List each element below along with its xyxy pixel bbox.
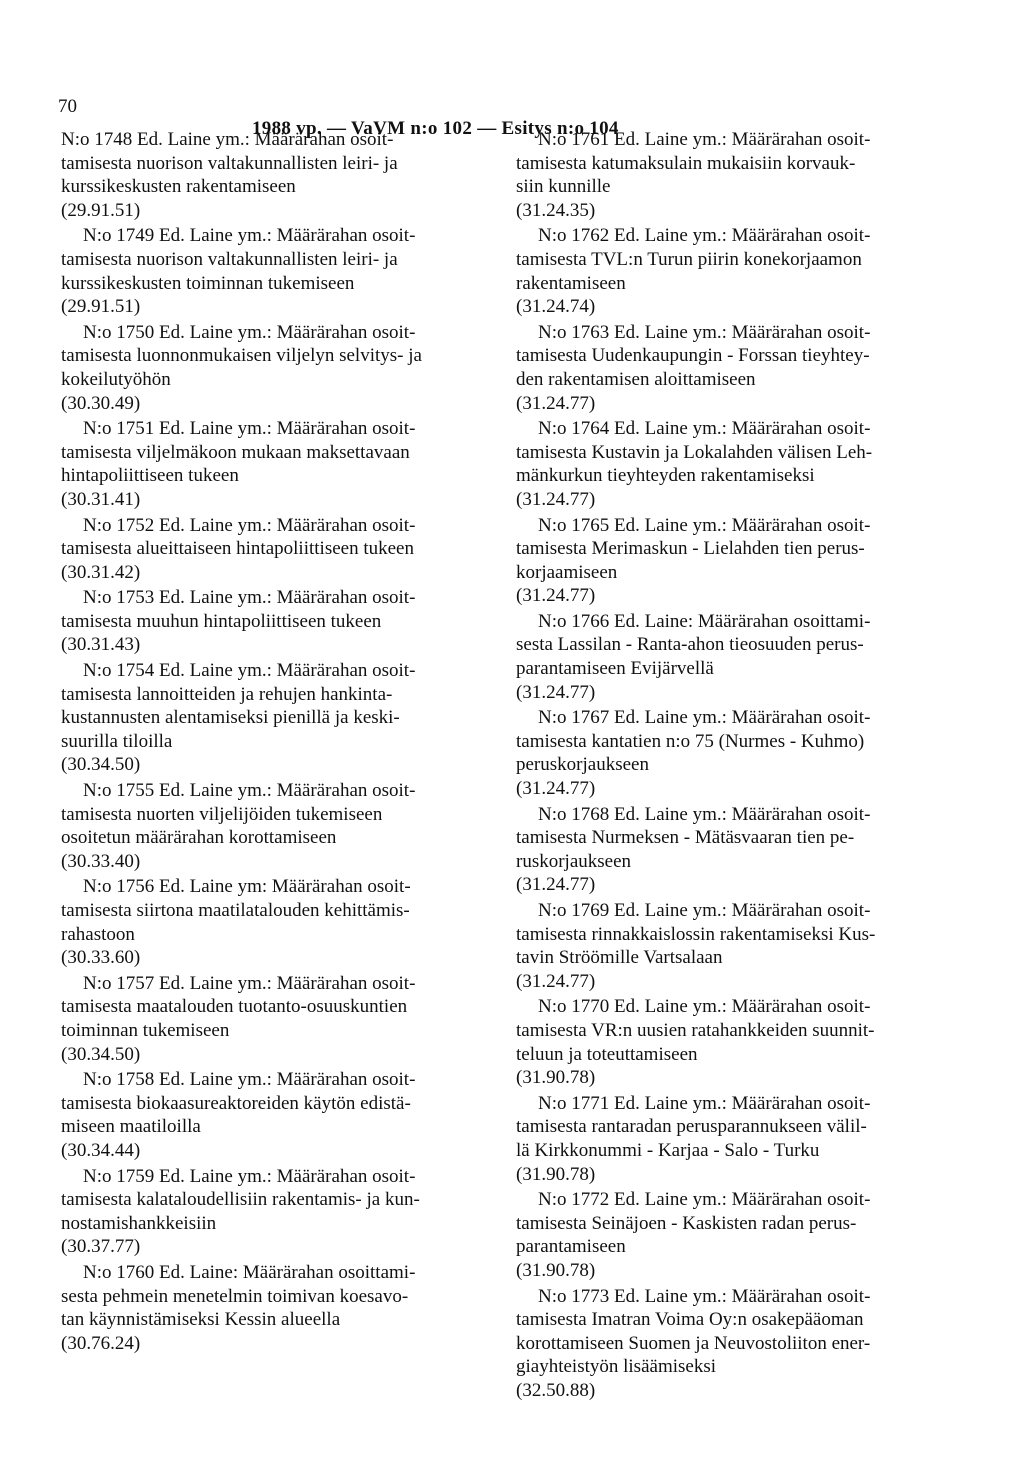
motion-heading-line: N:o 1755 Ed. Laine ym.: Määrärahan osoit- [83,780,416,802]
motion-heading-line: N:o 1767 Ed. Laine ym.: Määrärahan osoit- [538,707,871,729]
budget-item-code: (30.31.42) [61,561,141,583]
motion-text-line: parantamiseen Evijärvellä [516,658,714,680]
motion-text-line: tamisesta maatalouden tuotanto-osuuskuntien [61,996,408,1018]
motion-entry [516,706,956,800]
motion-heading-line: N:o 1759 Ed. Laine ym.: Määrärahan osoit- [83,1165,416,1187]
motion-heading-line: N:o 1754 Ed. Laine ym.: Määrärahan osoit- [83,660,416,682]
motion-text-line: den rakentamisen aloittamiseen [516,368,756,390]
motion-text-line: tamisesta siirtona maatilatalouden kehittämis- [61,900,410,921]
right-column [516,128,956,1404]
motion-text-line: tamisesta kalataloudellisiin rakentamis- ja kun- [61,1189,420,1211]
running-title: 1988 vp. — VaVM n:o 102 — Esitys n:o 104 [252,118,619,139]
motion-text-line: tamisesta alueittaiseen hintapoliittiseen tukeen [61,538,414,560]
motion-entry [516,128,956,222]
motion-text-line: tamisesta biokaasureaktoreiden käytön edistä- [61,1092,411,1114]
motion-text-line: rahastoon [61,923,135,945]
motion-text-line: tamisesta Seinäjoen - Kaskisten radan perus- [516,1212,857,1234]
motion-entry [61,1165,493,1259]
motion-text-line: tamisesta nuorten viljelijöiden tukemiseen [61,803,383,825]
motion-text-line: tamisesta Nurmeksen - Mätäsvaaran tien pe- [516,827,855,849]
motion-entry [61,1068,493,1162]
motion-text-line: siin kunnille [516,176,611,198]
budget-item-code: (30.33.40) [61,850,141,872]
motion-entry [61,586,493,657]
motion-entry [61,875,493,969]
motion-text-line: tamisesta kantatien n:o 75 (Nurmes - Kuhmo) [516,730,865,752]
motion-text-line: tamisesta nuorison valtakunnallisten leiri- ja [61,152,398,174]
motion-text-line: toiminnan tukemiseen [61,1019,230,1041]
motion-text-line: tamisesta lannoitteiden ja rehujen hankinta- [61,683,393,705]
motion-text-line: tamisesta rantaradan perusparannukseen välil- [516,1116,867,1138]
motion-text-line: tan käynnistämiseksi Kessin alueella [61,1309,341,1331]
motion-entry [61,224,493,318]
budget-item-code: (30.34.50) [61,754,141,776]
motion-text-line: kurssikeskusten rakentamiseen [61,176,296,198]
budget-item-code: (30.31.43) [61,634,141,656]
motion-entry [516,417,956,511]
motion-text-line: kurssikeskusten toiminnan tukemiseen [61,272,355,294]
motion-text-line: tavin Ströömille Vartsalaan [516,947,723,969]
motion-heading-line: N:o 1772 Ed. Laine ym.: Määrärahan osoit- [538,1189,871,1211]
motion-heading-line: N:o 1766 Ed. Laine: Määrärahan osoittami- [538,610,871,632]
motion-text-line: lä Kirkkonummi - Karjaa - Salo - Turku [516,1139,820,1161]
motion-heading-line: N:o 1751 Ed. Laine ym.: Määrärahan osoit- [83,418,416,440]
motion-entry [516,1188,956,1282]
budget-item-code: (31.24.74) [516,296,596,318]
budget-item-code: (31.24.77) [516,488,596,510]
motion-heading-line: N:o 1757 Ed. Laine ym.: Määrärahan osoit- [83,972,416,994]
motion-heading-line: N:o 1762 Ed. Laine ym.: Määrärahan osoit- [538,225,871,247]
budget-item-code: (30.34.50) [61,1043,141,1065]
motion-entry [516,1285,956,1403]
motion-text-line: tamisesta TVL:n Turun piirin konekorjaamon [516,248,862,270]
budget-item-code: (31.90.78) [516,1259,596,1281]
motion-text-line: tamisesta katumaksulain mukaisiin korvauk- [516,152,856,174]
budget-item-code: (31.24.77) [516,970,596,992]
motion-text-line: mänkurkun tieyhteyden rakentamiseksi [516,465,815,487]
motion-entry [61,1261,493,1355]
budget-item-code: (31.90.78) [516,1163,596,1185]
motion-text-line: ruskorjaukseen [516,850,632,872]
budget-item-code: (29.91.51) [61,199,141,221]
motion-text-line: rakentamiseen [516,272,626,294]
motion-heading-line: N:o 1771 Ed. Laine ym.: Määrärahan osoit- [538,1092,871,1114]
motion-text-line: osoitetun määrärahan korottamiseen [61,827,337,849]
motion-text-line: sesta pehmein menetelmin toimivan koesavo- [61,1285,409,1307]
motion-text-line: tamisesta viljelmäkoon mukaan maksettavaan [61,441,410,463]
motion-entry [61,321,493,415]
motion-heading-line: N:o 1750 Ed. Laine ym.: Määrärahan osoit- [83,321,416,343]
motion-entry [61,972,493,1066]
motion-text-line: tamisesta Imatran Voima Oy:n osakepääoman [516,1309,864,1331]
motion-text-line: nostamishankkeisiin [61,1212,217,1234]
budget-item-code: (30.31.41) [61,488,141,510]
budget-item-code: (32.50.88) [516,1379,596,1401]
motion-text-line: tamisesta luonnonmukaisen viljelyn selvitys- ja [61,345,422,367]
motion-heading-line: N:o 1773 Ed. Laine ym.: Määrärahan osoit- [538,1285,871,1307]
budget-item-code: (31.24.77) [516,874,596,896]
motion-text-line: kokeilutyöhön [61,368,171,390]
motion-heading-line: N:o 1749 Ed. Laine ym.: Määrärahan osoit- [83,225,416,247]
budget-item-code: (30.34.44) [61,1139,141,1161]
motion-text-line: parantamiseen [516,1236,626,1258]
motion-text-line: tamisesta muuhun hintapoliittiseen tukeen [61,610,382,632]
motion-heading-line: N:o 1753 Ed. Laine ym.: Määrärahan osoit- [83,587,416,609]
motion-text-line: tamisesta Merimaskun - Lielahden tien perus- [516,538,865,560]
motion-heading-line: N:o 1769 Ed. Laine ym.: Määrärahan osoit- [538,900,871,921]
budget-item-code: (29.91.51) [61,296,141,318]
left-column [61,128,493,1357]
motion-heading-line: N:o 1761 Ed. Laine ym.: Määrärahan osoit- [538,129,871,150]
motion-heading-line: N:o 1770 Ed. Laine ym.: Määrärahan osoit- [538,996,871,1018]
motion-entry [516,995,956,1089]
motion-entry [516,899,956,993]
motion-entry [516,321,956,415]
motion-entry [61,417,493,511]
motion-entry [516,610,956,704]
motion-entry [516,224,956,318]
budget-item-code: (31.24.77) [516,681,596,703]
motion-heading-line: N:o 1760 Ed. Laine: Määrärahan osoittami- [83,1261,416,1283]
motion-heading-line: N:o 1763 Ed. Laine ym.: Määrärahan osoit- [538,321,871,343]
motion-text-line: giayhteistyön lisäämiseksi [516,1356,717,1378]
motion-text-line: korottamiseen Suomen ja Neuvostoliiton ener- [516,1332,871,1354]
motion-heading-line: N:o 1752 Ed. Laine ym.: Määrärahan osoit- [83,514,416,536]
motion-text-line: tamisesta VR:n uusien ratahankkeiden suunnit- [516,1019,875,1041]
motion-entry [61,514,493,585]
budget-item-code: (31.90.78) [516,1067,596,1089]
page-number: 70 [58,96,77,117]
budget-item-code: (30.33.60) [61,947,141,969]
motion-entry [516,803,956,897]
motion-text-line: tamisesta nuorison valtakunnallisten leiri- ja [61,248,398,270]
motion-text-line: teluun ja toteuttamiseen [516,1043,698,1065]
motion-text-line: tamisesta Uudenkaupungin - Forssan tieyhtey- [516,345,870,367]
motion-entry [516,1092,956,1186]
motion-text-line: peruskorjaukseen [516,754,649,776]
motion-heading-line: N:o 1758 Ed. Laine ym.: Määrärahan osoit- [83,1069,416,1091]
motion-heading-line: N:o 1748 Ed. Laine ym.: Määrärahan osoit- [61,129,394,150]
motion-heading-line: N:o 1768 Ed. Laine ym.: Määrärahan osoit- [538,803,871,825]
motion-text-line: tamisesta Kustavin ja Lokalahden välisen Leh- [516,441,873,463]
motion-heading-line: N:o 1756 Ed. Laine ym: Määrärahan osoit- [83,876,411,898]
motion-text-line: tamisesta rinnakkaislossin rakentamiseksi Kus- [516,923,876,945]
budget-item-code: (31.24.35) [516,199,596,221]
budget-item-code: (31.24.77) [516,585,596,607]
budget-item-code: (30.30.49) [61,392,141,414]
budget-item-code: (31.24.77) [516,392,596,414]
motion-text-line: kustannusten alentamiseksi pienillä ja keski- [61,707,400,729]
motion-text-line: miseen maatiloilla [61,1116,201,1138]
motion-entry [61,659,493,777]
motion-text-line: sesta Lassilan - Ranta-ahon tieosuuden perus- [516,634,864,656]
motion-entry [61,128,493,222]
budget-item-code: (31.24.77) [516,778,596,800]
motion-heading-line: N:o 1764 Ed. Laine ym.: Määrärahan osoit- [538,418,871,440]
motion-entry [61,779,493,873]
motion-heading-line: N:o 1765 Ed. Laine ym.: Määrärahan osoit- [538,514,871,536]
motion-text-line: hintapoliittiseen tukeen [61,465,239,487]
motion-entry [516,514,956,608]
motion-text-line: suurilla tiloilla [61,730,173,752]
budget-item-code: (30.76.24) [61,1332,141,1354]
motion-text-line: korjaamiseen [516,561,618,583]
budget-item-code: (30.37.77) [61,1236,141,1258]
